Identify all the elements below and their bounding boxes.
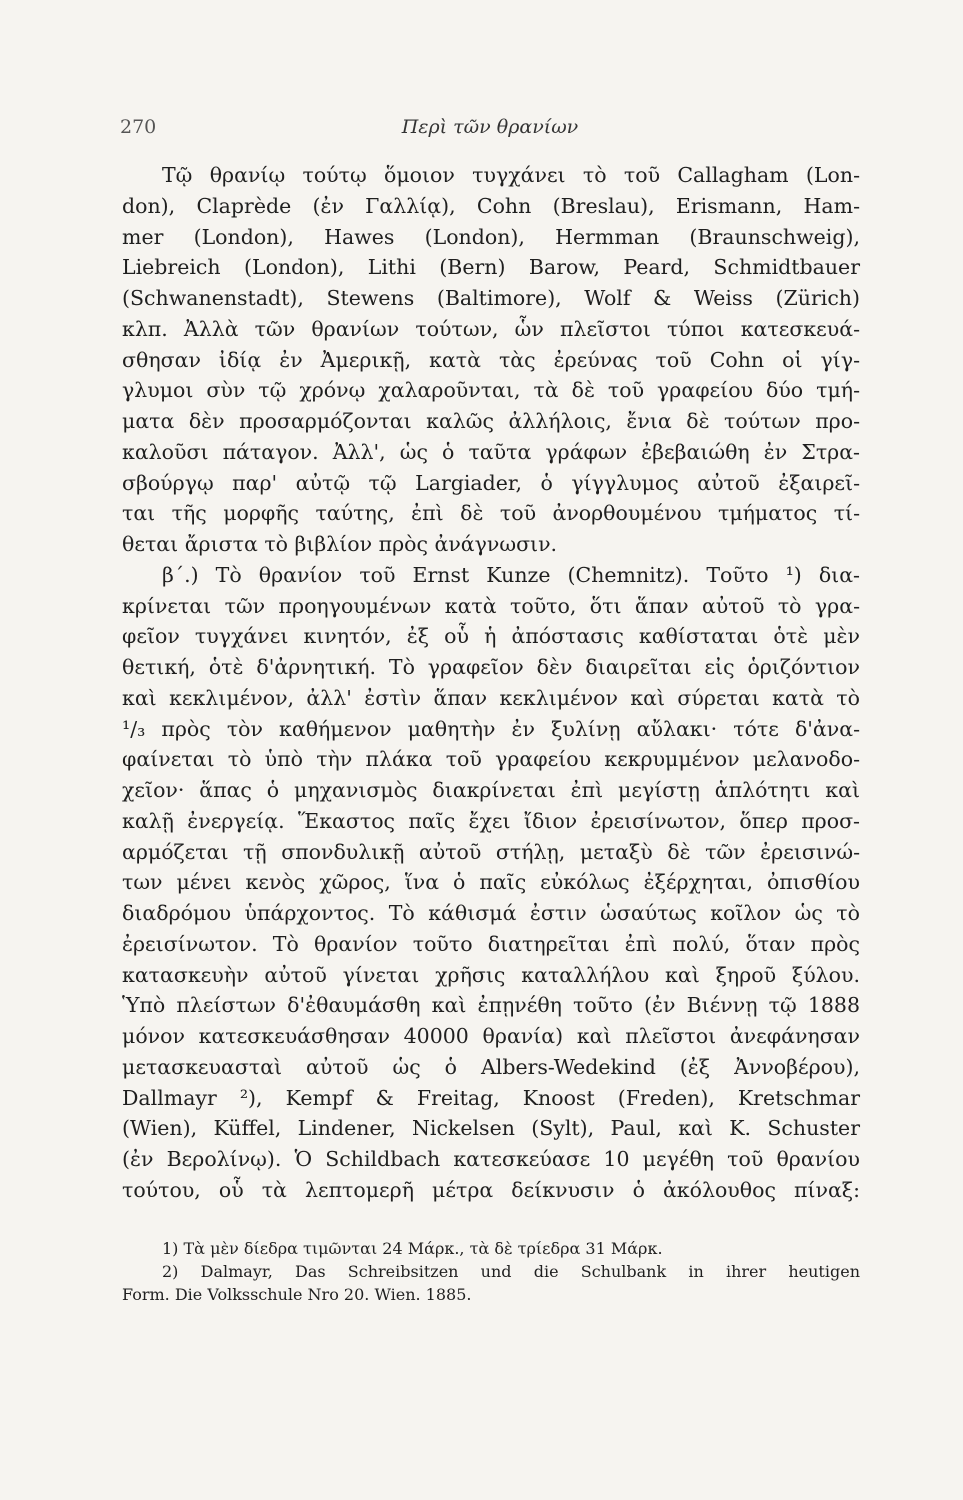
text-line: don), Claprède (ἐν Γαλλίᾳ), Cohn (Breslau), Erismann, Ham- [122, 193, 860, 218]
text-line: καλοῦσι πάταγον. Ἀλλ', ὡς ὁ ταῦτα γράφων ἐβεβαιώθη ἐν Στρα- [122, 439, 860, 464]
text-line: Τῷ θρανίῳ τούτῳ ὅμοιον τυγχάνει τὸ τοῦ Callagham (Lon- [162, 163, 860, 187]
text-line: κλπ. Ἀλλὰ τῶν θρανίων τούτων, ὧν πλεῖστοι τύποι κατεσκευά- [122, 316, 860, 341]
text-line: τούτου, οὗ τὰ λεπτομερῆ μέτρα δείκνυσιν ὁ ἀκόλουθος πίναξ: [122, 1177, 860, 1202]
text-line: θετική, ὁτὲ δ'ἀρνητική. Τὸ γραφεῖον δὲν διαιρεῖται εἰς ὁριζόντιον [122, 655, 860, 679]
page-number: 270 [120, 116, 157, 138]
footnote-2-continued: Form. Die Volksschule Nro 20. Wien. 1885. [122, 1285, 472, 1304]
text-line: αρμόζεται τῇ σπονδυλικῇ αὐτοῦ στήλῃ, μεταξὺ δὲ τῶν ἐρεισινώ- [122, 839, 860, 864]
page-header [120, 116, 860, 146]
text-line: διαδρόμου ὑπάρχοντος. Τὸ κάθισμά ἐστιν ὡσαύτως κοῖλον ὡς τὸ [122, 901, 860, 925]
text-line: μετασκευασταὶ αὐτοῦ ὡς ὁ Albers-Wedekind (ἐξ Ἀννοβέρου), [122, 1054, 860, 1079]
text-line: ματα δὲν προσαρμόζονται καλῶς ἀλλήλοις, ἔνια δὲ τούτων προ- [122, 409, 860, 433]
text-line: φαίνεται τὸ ὑπὸ τὴν πλάκα τοῦ γραφείου κεκρυμμένον μελανοδο- [122, 747, 860, 772]
footnotes [122, 1237, 860, 1306]
text-line: καὶ κεκλιμένον, ἀλλ' ἐστὶν ἅπαν κεκλιμένον καὶ σύρεται κατὰ τὸ [122, 685, 860, 710]
text-line: ¹/₃ πρὸς τὸν καθήμενον μαθητὴν ἐν ξυλίνῃ αὔλακι· τότε δ'ἀνα- [122, 716, 860, 741]
text-line: (ἐν Βερολίνῳ). Ὁ Schildbach κατεσκεύασε 10 μεγέθη τοῦ θρανίου [122, 1147, 860, 1171]
text-line: Dallmayr ²), Kempf & Freitag, Knoost (Freden), Kretschmar [122, 1085, 860, 1110]
body-text [122, 160, 860, 1206]
running-title: Περὶ τῶν θρανίων [401, 116, 579, 138]
text-line: καλῇ ἐνεργείᾳ. Ἕκαστος παῖς ἔχει ἴδιον ἐρεισίνωτον, ὅπερ προσ- [122, 808, 860, 833]
text-line: Liebreich (London), Lithi (Bern) Barow, Peard, Schmidtbauer [122, 255, 860, 280]
section-heading-line: β΄.) Τὸ θρανίον τοῦ Ernst Kunze (Chemnitz). Τοῦτο ¹) δια- [162, 562, 860, 587]
text-line: σθησαν ἰδίᾳ ἐν Ἀμερικῇ, κατὰ τὰς ἐρεύνας τοῦ Cohn οἱ γίγ- [122, 347, 860, 372]
text-line: (Schwanenstadt), Stewens (Baltimore), Wolf & Weiss (Zürich) [122, 286, 860, 310]
text-line: mer (London), Hawes (London), Hermman (Braunschweig), [122, 224, 860, 249]
text-line: γλυμοι σὺν τῷ χρόνῳ χαλαροῦνται, τὰ δὲ τοῦ γραφείου δύο τμή- [122, 378, 860, 403]
footnote-2: 2) Dalmayr, Das Schreibsitzen und die Schulbank in ihrer heutigen [162, 1262, 860, 1281]
text-line: χεῖον· ἅπας ὁ μηχανισμὸς διακρίνεται ἐπὶ μεγίστῃ ἁπλότητι καὶ [122, 778, 860, 802]
text-line: σβούργῳ παρ' αὐτῷ τῷ Largiader, ὁ γίγγλυμος αὐτοῦ ἐξαιρεῖ- [122, 470, 860, 495]
text-line: κρίνεται τῶν προηγουμένων κατὰ τοῦτο, ὅτι ἅπαν αὐτοῦ τὸ γρα- [122, 593, 860, 618]
text-line: των μένει κενὸς χῶρος, ἵνα ὁ παῖς εὐκόλως ἐξέρχηται, ὀπισθίου [122, 870, 860, 895]
text-line: κατασκευὴν αὐτοῦ γίνεται χρῆσις καταλλήλου καὶ ξηροῦ ξύλου. [122, 962, 860, 987]
footnote-1: 1) Τὰ μὲν δίεδρα τιμῶνται 24 Μάρκ., τὰ δὲ τρίεδρα 31 Μάρκ. [162, 1239, 663, 1258]
text-line: Ὑπὸ πλείστων δ'ἐθαυμάσθη καὶ ἐπῃνέθη τοῦτο (ἐν Βιέννῃ τῷ 1888 [122, 993, 860, 1018]
text-line: φεῖον τυγχάνει κινητόν, ἐξ οὗ ἡ ἀπόστασις καθίσταται ὁτὲ μὲν [122, 624, 860, 649]
text-line: (Wien), Küffel, Lindener, Nickelsen (Sylt), Paul, καὶ K. Schuster [122, 1116, 860, 1141]
text-line: ἐρεισίνωτον. Τὸ θρανίον τοῦτο διατηρεῖται ἐπὶ πολύ, ὅταν πρὸς [122, 931, 860, 956]
text-line: ται τῆς μορφῆς ταύτης, ἐπὶ δὲ τοῦ ἀνορθουμένου τμήματος τί- [122, 501, 860, 526]
text-line: μόνον κατεσκευάσθησαν 40000 θρανία) καὶ πλεῖστοι ἀνεφάνησαν [122, 1024, 860, 1048]
text-line: θεται ἄριστα τὸ βιβλίον πρὸς ἀνάγνωσιν. [122, 532, 558, 556]
